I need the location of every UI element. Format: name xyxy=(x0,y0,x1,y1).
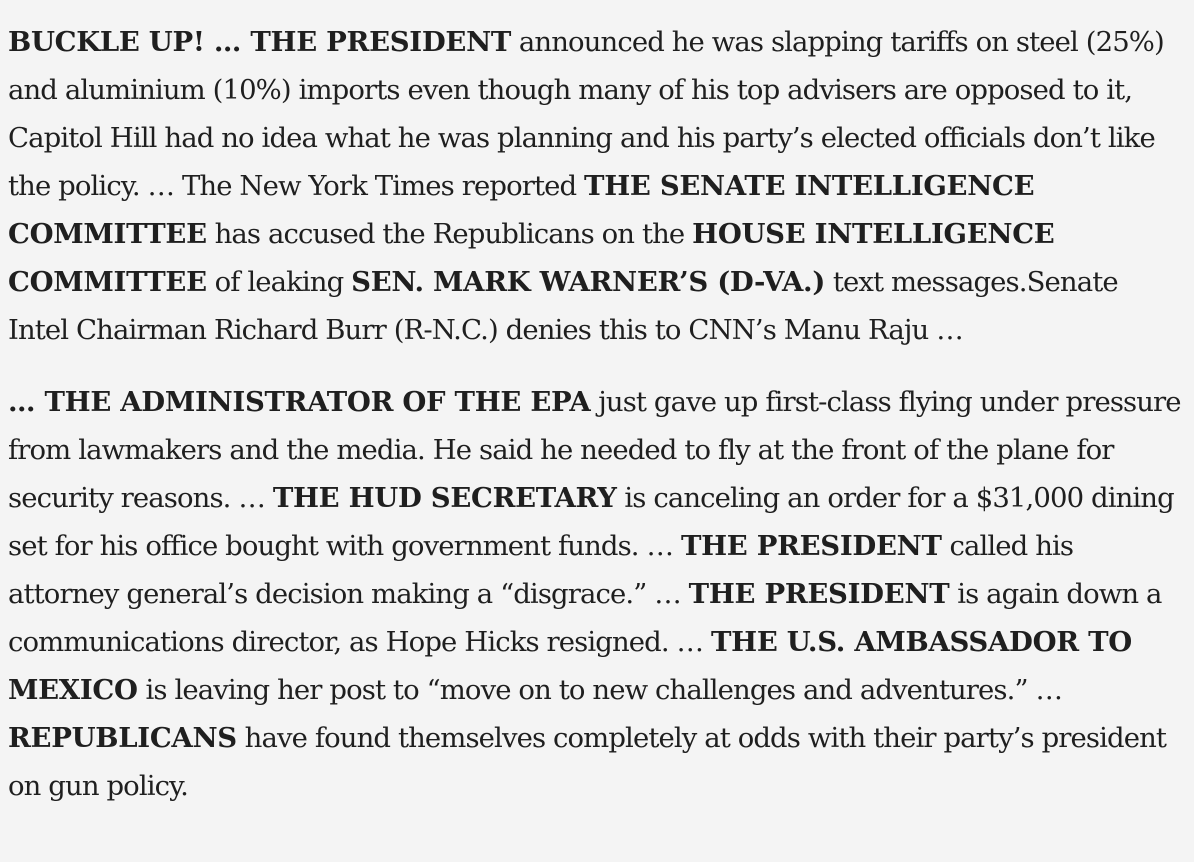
text-run: text messages.Senate Intel Chairman Richard Burr (R-N.C.) denies this to CNN’s Manu Raju … xyxy=(8,266,1118,346)
bold-lede: … THE ADMINISTRATOR OF THE EPA xyxy=(8,386,591,418)
bold-lede: SEN. MARK WARNER’S (D-VA.) xyxy=(351,266,826,298)
bold-lede: THE SENATE INTELLIGENCE COMMITTEE xyxy=(8,170,1035,250)
text-run: just gave up first-class flying under pressure from lawmakers and the media. He said he needed to fly at the front of the plane for security reasons. … xyxy=(8,386,1181,514)
text-run: is leaving her post to “move on to new challenges and adventures.” … xyxy=(137,674,1063,706)
text-run: is again down a communications director, as Hope Hicks resigned. … xyxy=(8,578,1162,658)
paragraph-2 xyxy=(8,378,1184,810)
bold-lede: BUCKLE UP! … THE PRESIDENT xyxy=(8,26,512,58)
text-run: called his attorney general’s decision making a “disgrace.” … xyxy=(8,530,1074,610)
bold-lede: HOUSE INTELLIGENCE COMMITTEE xyxy=(8,218,1055,298)
text-run: of leaking xyxy=(206,266,352,298)
bold-lede: THE PRESIDENT xyxy=(688,578,950,610)
text-run: is canceling an order for a $31,000 dining set for his office bought with government funds. … xyxy=(8,482,1174,562)
bold-lede: THE HUD SECRETARY xyxy=(272,482,617,514)
bold-lede: THE U.S. AMBASSADOR TO MEXICO xyxy=(8,626,1132,706)
text-run: announced he was slapping tariffs on steel (25%) and aluminium (10%) imports even though many of his top advisers are opposed to it, Capitol Hill had no idea what he was planning and his party’s elected officials don’t like the policy. … The New York Times reported xyxy=(8,26,1164,202)
text-run: has accused the Republicans on the xyxy=(206,218,693,250)
bold-lede: THE PRESIDENT xyxy=(680,530,942,562)
paragraph-1 xyxy=(8,18,1184,354)
bold-lede: REPUBLICANS xyxy=(8,722,237,754)
text-run: have found themselves completely at odds with their party’s president on gun policy. xyxy=(8,722,1167,802)
